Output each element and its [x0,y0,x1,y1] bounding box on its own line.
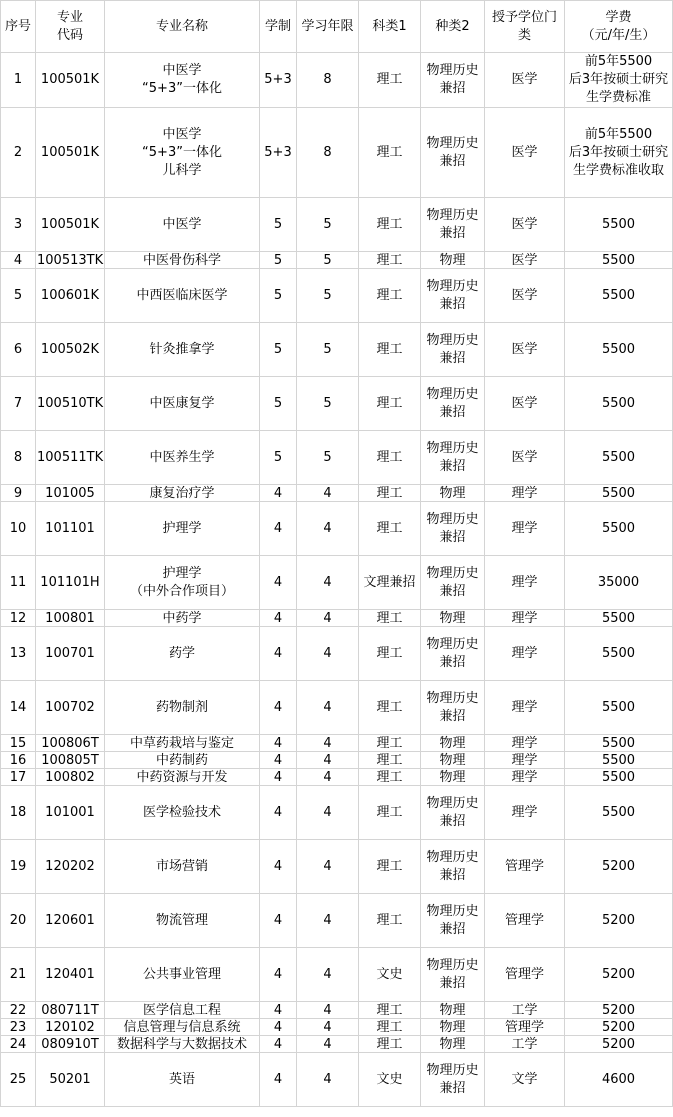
cell-number: 18 [1,786,36,840]
cell-study-years: 4 [297,769,359,786]
cell-category1: 理工 [359,108,421,198]
cell-degree-type: 医学 [485,198,565,252]
cell-degree-type: 医学 [485,53,565,108]
cell-system: 4 [260,894,297,948]
cell-number: 25 [1,1053,36,1107]
cell-major-code: 100502K [36,323,105,377]
cell-system: 4 [260,840,297,894]
cell-tuition-fee: 5500 [565,735,673,752]
table-row [1,269,673,323]
cell-major-name: 中医学 “5+3”一体化 儿科学 [105,108,260,198]
cell-category1: 理工 [359,735,421,752]
cell-tuition-fee: 5200 [565,1036,673,1053]
cell-category2: 物理 [421,610,485,627]
cell-tuition-fee: 5500 [565,252,673,269]
cell-category1: 理工 [359,840,421,894]
cell-major-code: 100806T [36,735,105,752]
cell-system: 4 [260,1053,297,1107]
cell-category1: 理工 [359,269,421,323]
cell-category2: 物理历史 兼招 [421,502,485,556]
cell-study-years: 8 [297,108,359,198]
table-row [1,377,673,431]
cell-major-name: 护理学 （中外合作项目） [105,556,260,610]
cell-study-years: 4 [297,610,359,627]
cell-category2: 物理历史 兼招 [421,108,485,198]
cell-system: 4 [260,1002,297,1019]
cell-tuition-fee: 5500 [565,377,673,431]
cell-major-name: 中西医临床医学 [105,269,260,323]
cell-category2: 物理历史 兼招 [421,198,485,252]
cell-study-years: 4 [297,1019,359,1036]
cell-degree-type: 理学 [485,769,565,786]
cell-major-name: 针灸推拿学 [105,323,260,377]
cell-tuition-fee: 5500 [565,198,673,252]
cell-degree-type: 医学 [485,252,565,269]
cell-category2: 物理 [421,735,485,752]
cell-study-years: 4 [297,894,359,948]
cell-study-years: 5 [297,252,359,269]
cell-major-code: 100802 [36,769,105,786]
cell-tuition-fee: 4600 [565,1053,673,1107]
cell-category1: 理工 [359,502,421,556]
cell-number: 13 [1,627,36,681]
table-row [1,198,673,252]
table-row [1,53,673,108]
table-row [1,894,673,948]
cell-number: 6 [1,323,36,377]
cell-category2: 物理历史 兼招 [421,377,485,431]
cell-system: 5 [260,323,297,377]
cell-study-years: 4 [297,502,359,556]
cell-system: 5 [260,377,297,431]
cell-system: 5 [260,198,297,252]
cell-major-name: 物流管理 [105,894,260,948]
cell-major-code: 100601K [36,269,105,323]
cell-degree-type: 理学 [485,502,565,556]
cell-degree-type: 工学 [485,1036,565,1053]
cell-category1: 文史 [359,948,421,1002]
cell-category2: 物理 [421,1019,485,1036]
cell-major-code: 100805T [36,752,105,769]
cell-number: 5 [1,269,36,323]
cell-tuition-fee: 5500 [565,752,673,769]
cell-major-code: 50201 [36,1053,105,1107]
cell-category2: 物理历史 兼招 [421,786,485,840]
cell-system: 4 [260,786,297,840]
header-cell-fee: 学费 （元/年/生） [565,1,673,53]
cell-degree-type: 医学 [485,108,565,198]
cell-degree-type: 理学 [485,735,565,752]
table-row [1,485,673,502]
cell-tuition-fee: 前5年5500 后3年按硕士研究生学费标准收取 [565,108,673,198]
cell-degree-type: 理学 [485,485,565,502]
cell-study-years: 4 [297,485,359,502]
table-row [1,752,673,769]
cell-major-code: 101101H [36,556,105,610]
cell-major-name: 中药资源与开发 [105,769,260,786]
table-row [1,627,673,681]
cell-major-name: 中药学 [105,610,260,627]
cell-major-name: 公共事业管理 [105,948,260,1002]
cell-degree-type: 理学 [485,681,565,735]
cell-category2: 物理 [421,752,485,769]
cell-number: 2 [1,108,36,198]
cell-tuition-fee: 5200 [565,840,673,894]
cell-major-code: 100501K [36,108,105,198]
cell-category2: 物理历史 兼招 [421,681,485,735]
table-row [1,108,673,198]
cell-major-name: 中药制药 [105,752,260,769]
cell-category2: 物理历史 兼招 [421,627,485,681]
cell-study-years: 5 [297,431,359,485]
cell-system: 5 [260,431,297,485]
cell-major-code: 100510TK [36,377,105,431]
cell-tuition-fee: 5200 [565,948,673,1002]
cell-system: 4 [260,502,297,556]
cell-number: 8 [1,431,36,485]
cell-major-name: 医学检验技术 [105,786,260,840]
cell-number: 3 [1,198,36,252]
cell-system: 4 [260,1019,297,1036]
cell-tuition-fee: 5500 [565,269,673,323]
cell-degree-type: 管理学 [485,840,565,894]
table-row [1,323,673,377]
cell-category1: 理工 [359,769,421,786]
header-cell-system: 学制 [260,1,297,53]
cell-category1: 理工 [359,786,421,840]
cell-major-name: 信息管理与信息系统 [105,1019,260,1036]
cell-tuition-fee: 5500 [565,485,673,502]
cell-major-code: 101005 [36,485,105,502]
cell-number: 14 [1,681,36,735]
cell-degree-type: 理学 [485,627,565,681]
cell-study-years: 4 [297,948,359,1002]
cell-major-code: 080711T [36,1002,105,1019]
cell-study-years: 4 [297,1036,359,1053]
header-cell-years: 学习年限 [297,1,359,53]
cell-study-years: 5 [297,377,359,431]
cell-major-code: 100511TK [36,431,105,485]
cell-tuition-fee: 35000 [565,556,673,610]
cell-major-code: 120401 [36,948,105,1002]
cell-category1: 理工 [359,681,421,735]
cell-study-years: 5 [297,198,359,252]
cell-category1: 理工 [359,485,421,502]
cell-number: 9 [1,485,36,502]
cell-major-code: 100801 [36,610,105,627]
cell-category1: 理工 [359,1002,421,1019]
cell-number: 1 [1,53,36,108]
cell-category2: 物理 [421,1036,485,1053]
cell-category1: 理工 [359,431,421,485]
table-row [1,502,673,556]
cell-degree-type: 管理学 [485,948,565,1002]
cell-major-name: 康复治疗学 [105,485,260,502]
cell-category1: 理工 [359,198,421,252]
cell-major-name: 中医康复学 [105,377,260,431]
cell-study-years: 4 [297,1053,359,1107]
cell-system: 4 [260,1036,297,1053]
cell-number: 22 [1,1002,36,1019]
cell-study-years: 5 [297,269,359,323]
cell-number: 11 [1,556,36,610]
table-row [1,1002,673,1019]
cell-system: 5+3 [260,53,297,108]
cell-category2: 物理 [421,485,485,502]
cell-number: 19 [1,840,36,894]
cell-degree-type: 医学 [485,269,565,323]
cell-category2: 物理历史 兼招 [421,1053,485,1107]
cell-major-name: 数据科学与大数据技术 [105,1036,260,1053]
table-row [1,1053,673,1107]
table-row [1,556,673,610]
cell-major-code: 080910T [36,1036,105,1053]
cell-system: 4 [260,735,297,752]
cell-degree-type: 文学 [485,1053,565,1107]
cell-category1: 理工 [359,377,421,431]
cell-major-code: 100513TK [37,252,104,268]
cell-tuition-fee: 5200 [565,894,673,948]
cell-category1: 理工 [359,53,421,108]
cell-number: 17 [1,769,36,786]
cell-category1: 文史 [359,1053,421,1107]
cell-category1: 理工 [359,252,421,269]
cell-number: 23 [1,1019,36,1036]
cell-category2: 物理历史 兼招 [421,53,485,108]
table-row [1,769,673,786]
cell-category1: 理工 [359,1019,421,1036]
table-row [1,1019,673,1036]
cell-category2: 物理历史 兼招 [421,431,485,485]
cell-degree-type: 理学 [485,786,565,840]
cell-system: 5 [260,269,297,323]
cell-category1: 理工 [359,752,421,769]
cell-major-name: 中草药栽培与鉴定 [105,735,260,752]
cell-tuition-fee: 5200 [565,1019,673,1036]
cell-system: 4 [260,556,297,610]
cell-major-code: 120102 [36,1019,105,1036]
cell-tuition-fee: 5500 [565,502,673,556]
cell-number: 12 [1,610,36,627]
cell-tuition-fee: 5500 [565,627,673,681]
cell-major-name: 中医学 [105,198,260,252]
header-cell-code: 专业 代码 [36,1,105,53]
cell-category1: 理工 [359,1036,421,1053]
cell-degree-type: 管理学 [485,894,565,948]
cell-category1: 文理兼招 [359,556,421,610]
header-cell-category2: 种类2 [421,1,485,53]
cell-degree-type: 理学 [485,556,565,610]
cell-tuition-fee: 5500 [565,681,673,735]
cell-study-years: 4 [297,840,359,894]
cell-study-years: 5 [297,323,359,377]
table-row [1,786,673,840]
cell-major-name: 护理学 [105,502,260,556]
table-body [1,53,673,1107]
table-row [1,610,673,627]
table-row [1,252,673,269]
cell-category2: 物理 [421,769,485,786]
cell-system: 4 [260,948,297,1002]
cell-tuition-fee: 5200 [565,1002,673,1019]
cell-degree-type: 医学 [485,323,565,377]
cell-major-name: 中医学 “5+3”一体化 [105,53,260,108]
cell-category2: 物理历史 兼招 [421,323,485,377]
table-header-row [1,1,673,53]
cell-system: 4 [260,627,297,681]
table-row [1,948,673,1002]
cell-study-years: 4 [297,556,359,610]
cell-category1: 理工 [359,610,421,627]
cell-number: 21 [1,948,36,1002]
cell-study-years: 8 [297,53,359,108]
cell-major-name: 市场营销 [105,840,260,894]
cell-major-name: 医学信息工程 [105,1002,260,1019]
cell-major-code: 120202 [36,840,105,894]
cell-degree-type: 医学 [485,431,565,485]
cell-major-code: 100501K [36,53,105,108]
cell-degree-type: 医学 [485,377,565,431]
cell-major-code: 100702 [36,681,105,735]
cell-category2: 物理历史 兼招 [421,894,485,948]
cell-major-name: 中医养生学 [105,431,260,485]
cell-major-code: 101101 [36,502,105,556]
cell-major-code: 101001 [36,786,105,840]
cell-number: 7 [1,377,36,431]
table-row [1,681,673,735]
cell-system: 5+3 [260,108,297,198]
cell-study-years: 4 [297,786,359,840]
cell-category1: 理工 [359,323,421,377]
cell-system: 4 [260,610,297,627]
cell-system: 4 [260,681,297,735]
cell-category2: 物理历史 兼招 [421,948,485,1002]
cell-number: 16 [1,752,36,769]
cell-major-name: 药学 [105,627,260,681]
cell-degree-type: 工学 [485,1002,565,1019]
cell-major-code: 100501K [36,198,105,252]
cell-category2: 物理历史 兼招 [421,556,485,610]
table-row [1,840,673,894]
cell-category1: 理工 [359,894,421,948]
cell-category2: 物理历史 兼招 [421,840,485,894]
table-row [1,735,673,752]
header-cell-no: 序号 [1,1,36,53]
cell-major-code: 120601 [36,894,105,948]
table-row [1,431,673,485]
cell-category2: 物理 [421,252,485,269]
cell-number: 10 [1,502,36,556]
cell-category1: 理工 [359,627,421,681]
header-cell-name: 专业名称 [105,1,260,53]
cell-study-years: 4 [297,752,359,769]
cell-category2: 物理 [421,1002,485,1019]
cell-system: 5 [260,252,297,269]
cell-major-code: 100701 [36,627,105,681]
cell-study-years: 4 [297,681,359,735]
cell-tuition-fee: 5500 [565,431,673,485]
cell-major-name: 中医骨伤科学 [105,252,260,269]
header-cell-category1: 科类1 [359,1,421,53]
cell-degree-type: 理学 [485,610,565,627]
cell-study-years: 4 [297,1002,359,1019]
cell-system: 4 [260,769,297,786]
cell-tuition-fee: 5500 [565,769,673,786]
cell-number: 20 [1,894,36,948]
cell-tuition-fee: 前5年5500 后3年按硕士研究生学费标准 [565,53,673,108]
cell-number: 4 [1,252,36,269]
header-cell-degree: 授予学位门类 [485,1,565,53]
cell-degree-type: 管理学 [485,1019,565,1036]
table-row [1,1036,673,1053]
cell-number: 24 [1,1036,36,1053]
cell-study-years: 4 [297,627,359,681]
cell-major-name: 英语 [105,1053,260,1107]
cell-tuition-fee: 5500 [565,786,673,840]
cell-degree-type: 理学 [485,752,565,769]
cell-system: 4 [260,485,297,502]
cell-tuition-fee: 5500 [565,610,673,627]
cell-category2: 物理历史 兼招 [421,269,485,323]
cell-tuition-fee: 5500 [565,323,673,377]
cell-study-years: 4 [297,735,359,752]
cell-major-name: 药物制剂 [105,681,260,735]
cell-system: 4 [260,752,297,769]
cell-number: 15 [1,735,36,752]
